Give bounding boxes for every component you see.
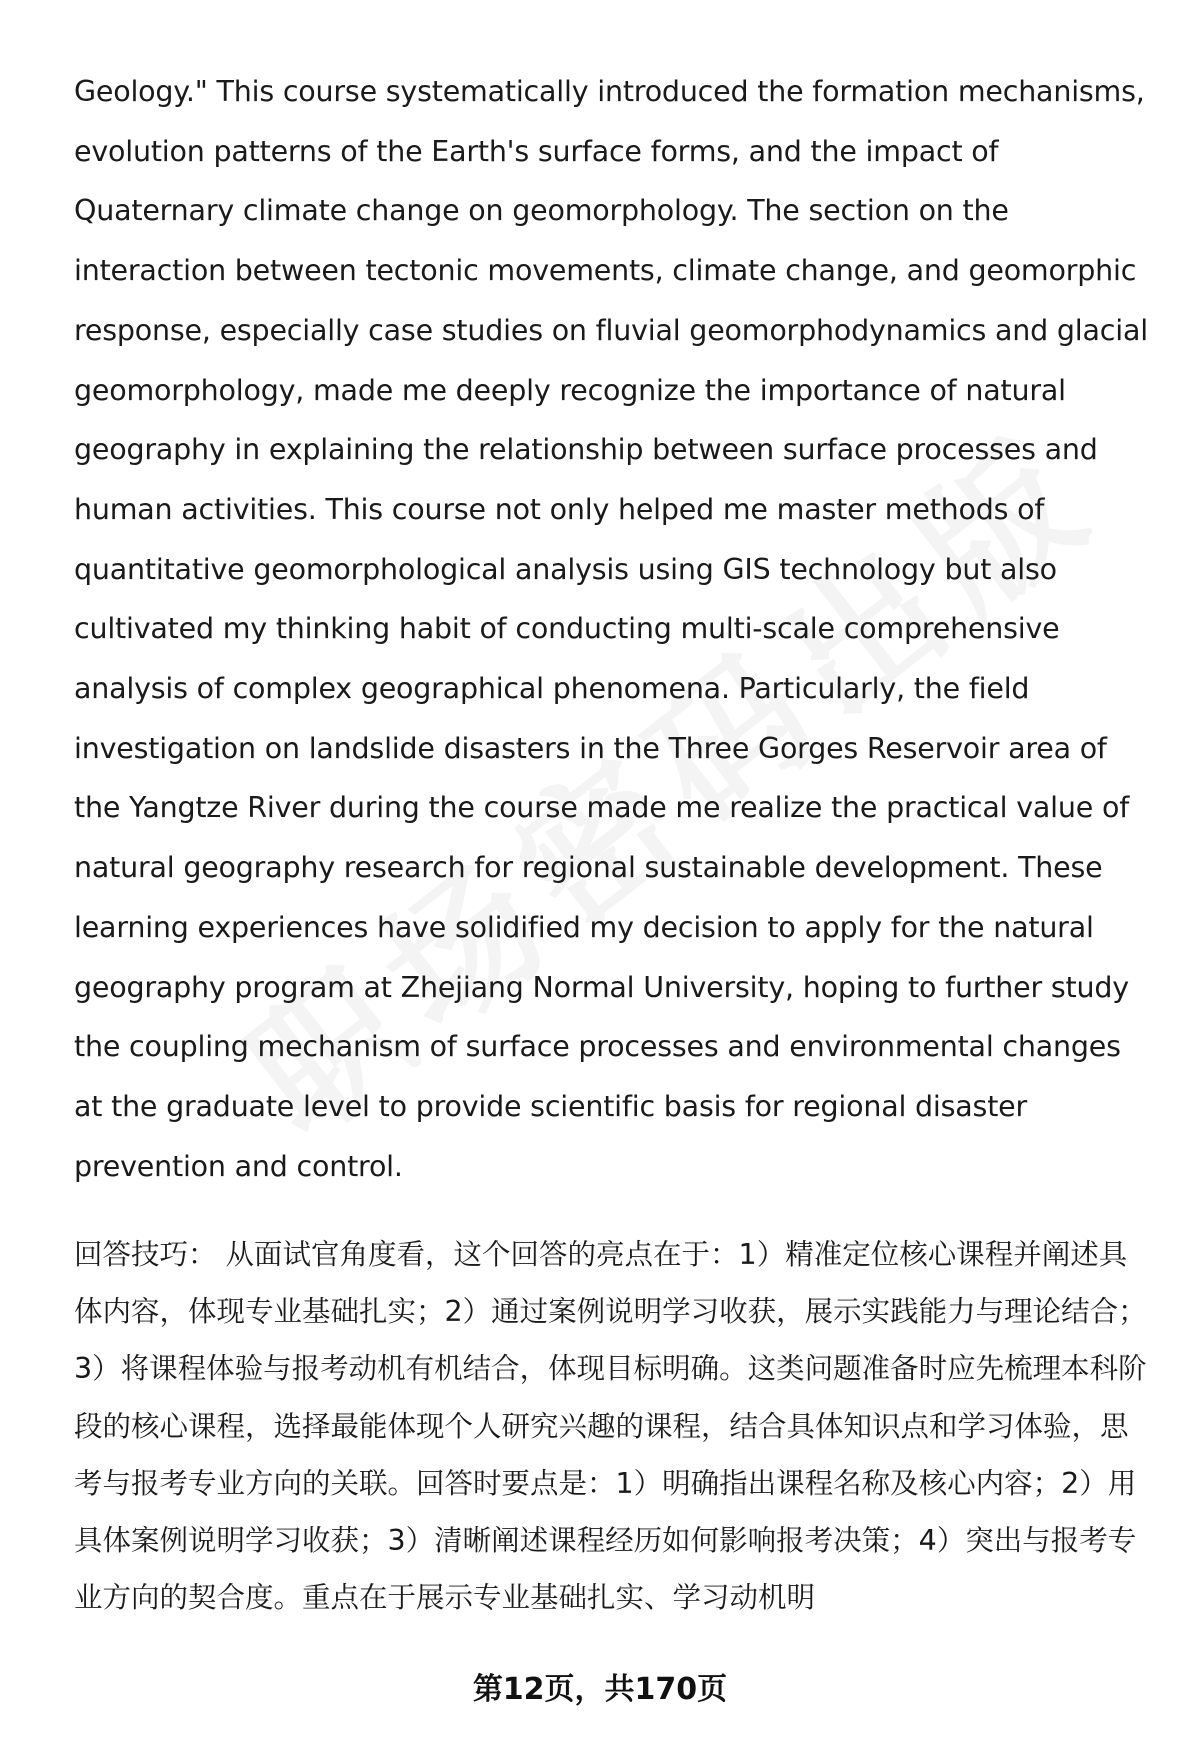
answer-tips-paragraph: 回答技巧： 从面试官角度看，这个回答的亮点在于：1）精准定位核心课程并阐述具体内容，体现专业基础扎实；2）通过案例说明学习收获，展示实践能力与理论结合；3）将课程体验与报考动机有机结合，体现目标明确。这类问题准备时应先梳理本科阶段的核心课程，选择最能体现个人研究兴趣的课程，结合具体知识点和学习体验，思考与报考专业方向的关联。回答时要点是：1）明确指出课程名称及核心内容；2）用具体案例说明学习收获；3）清晰阐述课程经历如何影响报考决策；4）突出与报考专业方向的契合度。重点在于展示专业基础扎实、学习动机明 (74, 1238, 1147, 1615)
answer-english-paragraph: Geology." This course systematically introduced the formation mechanisms, evolution patterns of the Earth's surface forms, and the impact of Quaternary climate change on geomorphology. The section on the interaction between tectonic movements, climate change, and geomorphic response, especially case studies on fluvial geomorphodynamics and glacial geomorphology, made me deeply recognize the importance of natural geography in explaining the relationship between surface processes and human activities. This course not only helped me master methods of quantitative geomorphological analysis using GIS technology but also cultivated my thinking habit of conducting multi-scale comprehensive analysis of complex geographical phenomena. Particularly, the field investigation on landslide disasters in the Three Gorges Reservoir area of the Yangtze River during the course made me realize the practical value of natural geography research for regional sustainable development. These learning experiences have solidified my decision to apply for the natural geography program at Zhejiang Normal University, hoping to further study the coupling mechanism of surface processes and environmental changes at the graduate level to provide scientific basis for regional disaster prevention and control. (74, 75, 1148, 1183)
page-number-footer: 第12页，共170页 (472, 1672, 728, 1707)
